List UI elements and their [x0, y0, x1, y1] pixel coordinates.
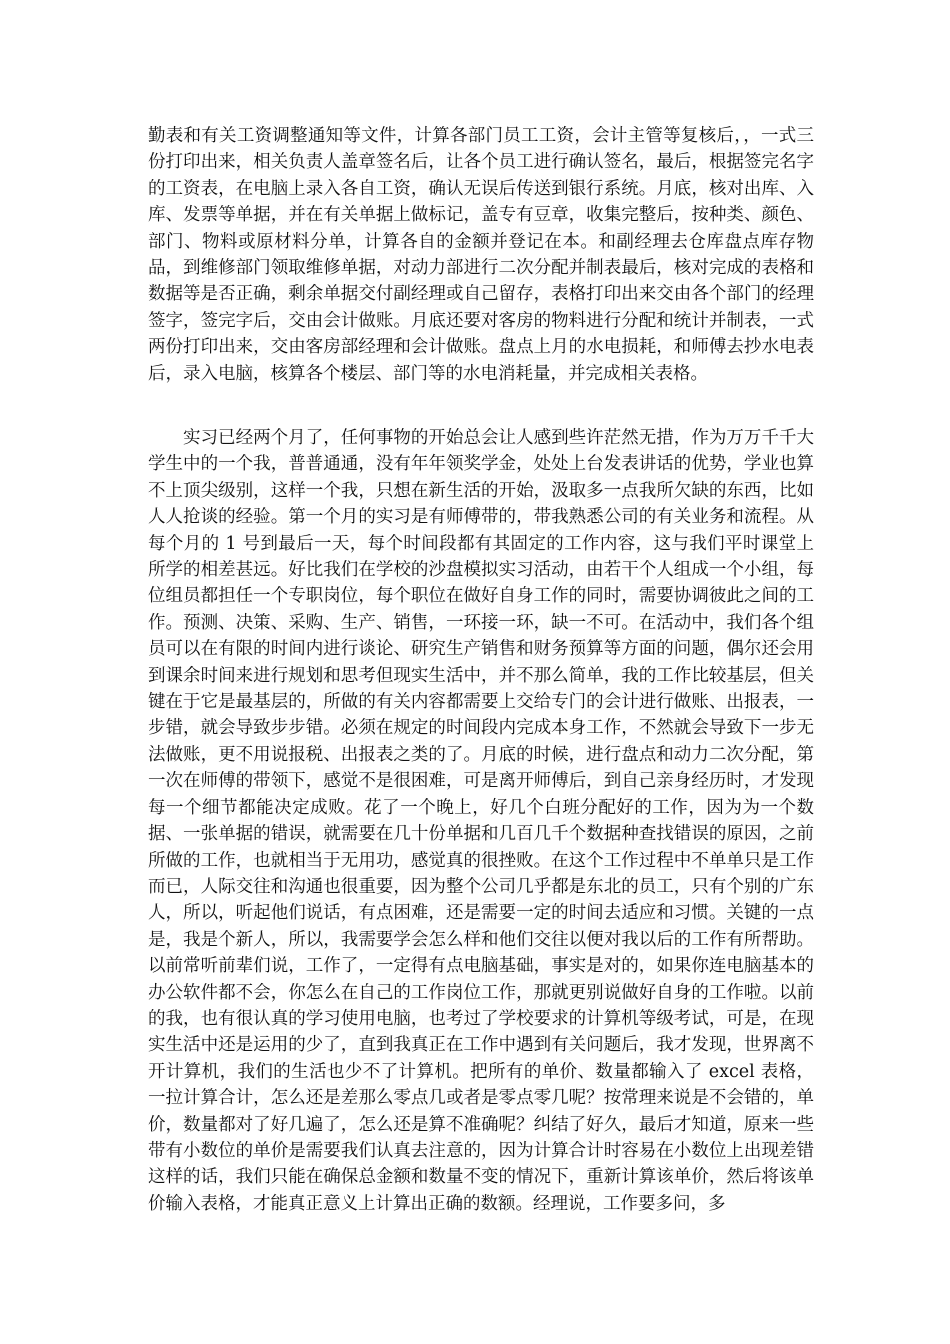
paragraph-1: 勤表和有关工资调整通知等文件，计算各部门员工工资，会计主管等复核后，，一式三份打印出来，相关负责人盖章签名后，让各个员工进行确认签名，最后，根据签完名字的工资表，在电脑上录入各自工资，确认无误后传送到银行系统。月底，核对出库、入库、发票等单据，并在有关单据上做标记，盖专有豆章，收集完整后，按种类、颜色、部门、物料或原材料分单，计算各自的金额并登记在本。和副经理去仓库盘点库存物品，到维修部门领取维修单据，对动力部进行二次分配并制表最后，核对完成的表格和数据等是否正确，剩余单据交付副经理或自己留存，表格打印出来交由各个部门的经理签字，签完字后，交由会计做账。月底还要对客房的物料进行分配和统计并制表，一式两份打印出来，交由客房部经理和会计做账。盘点上月的水电损耗，和师傅去抄水电表后，录入电脑，核算各个楼层、部门等的水电消耗量，并完成相关表格。 — [148, 126, 814, 384]
paragraph-2: 实习已经两个月了，任何事物的开始总会让人感到些许茫然无措，作为万万千千大学生中的一个我，普普通通，没有年年领奖学金，处处上台发表讲话的优势，学业也算不上顶尖级别，这样一个我，只想在新生活的开始，汲取多一点我所欠缺的东西，比如人人抢谈的经验。第一个月的实习是有师傅带的，带我熟悉公司的有关业务和流程。从每个月的 1 号到最后一天，每个时间段都有其固定的工作内容，这与我们平时课堂上所学的相差甚远。好比我们在学校的沙盘模拟实习活动，由若干个人组成一个小组，每位组员都担任一个专职岗位，每个职位在做好自身工作的同时，需要协调彼此之间的工作。预测、决策、采购、生产、销售，一环接一环，缺一不可。在活动中，我们各个组员可以在有限的时间内进行谈论、研究生产销售和财务预算等方面的问题，偶尔还会用到课余时间来进行规划和思考但现实生活中，并不那么简单，我的工作比较基层，但关键在于它是最基层的，所做的有关内容都需要上交给专门的会计进行做账、出报表，一步错，就会导致步步错。必须在规定的时间段内完成本身工作，不然就会导致下一步无法做账，更不用说报税、出报表之类的了。月底的时候，进行盘点和动力二次分配，第一次在师傅的带领下，感觉不是很困难，可是离开师傅后，到自己亲身经历时，才发现每一个细节都能决定成败。花了一个晚上，好几个白班分配好的工作，因为为一个数据、一张单据的错误，就需要在几十份单据和几百几千个数据种查找错误的原因，之前所做的工作，也就相当于无用功，感觉真的很挫败。在这个工作过程中不单单只是工作而已，人际交往和沟通也很重要，因为整个公司几乎都是东北的员工，只有个别的广东人，所以，听起他们说话，有点困难，还是需要一定的时间去适应和习惯。关键的一点是，我是个新人，所以，我需要学会怎么样和他们交往以便对我以后的工作有所帮助。以前常听前辈们说，工作了，一定得有点电脑基础，事实是对的，如果你连电脑基本的办公软件都不会，你怎么在自己的工作岗位工作，那就更别说做好自身的工作啦。以前的我，也有很认真的学习使用电脑，也考过了学校要求的计算机等级考试，可是，在现实生活中还是运用的少了，直到我真正在工作中遇到有关问题后，我才发现，世界离不开计算机，我们的生活也少不了计算机。把所有的单价、数量都输入了 excel 表格，一拉计算合计，怎么还是差那么零点几或者是零点零几呢？按常理来说是不会错的，单价，数量都对了好几遍了，怎么还是算不准确呢？纠结了好久，最后才知道，原来一些带有小数位的单价是需要我们认真去注意的，因为计算合计时容易在小数位上出现差错这样的话，我们只能在确保总金额和数量不变的情况下，重新计算该单价，然后将该单价输入表格，才能真正意义上计算出正确的数额。经理说，工作要多问，多 — [148, 428, 814, 1214]
